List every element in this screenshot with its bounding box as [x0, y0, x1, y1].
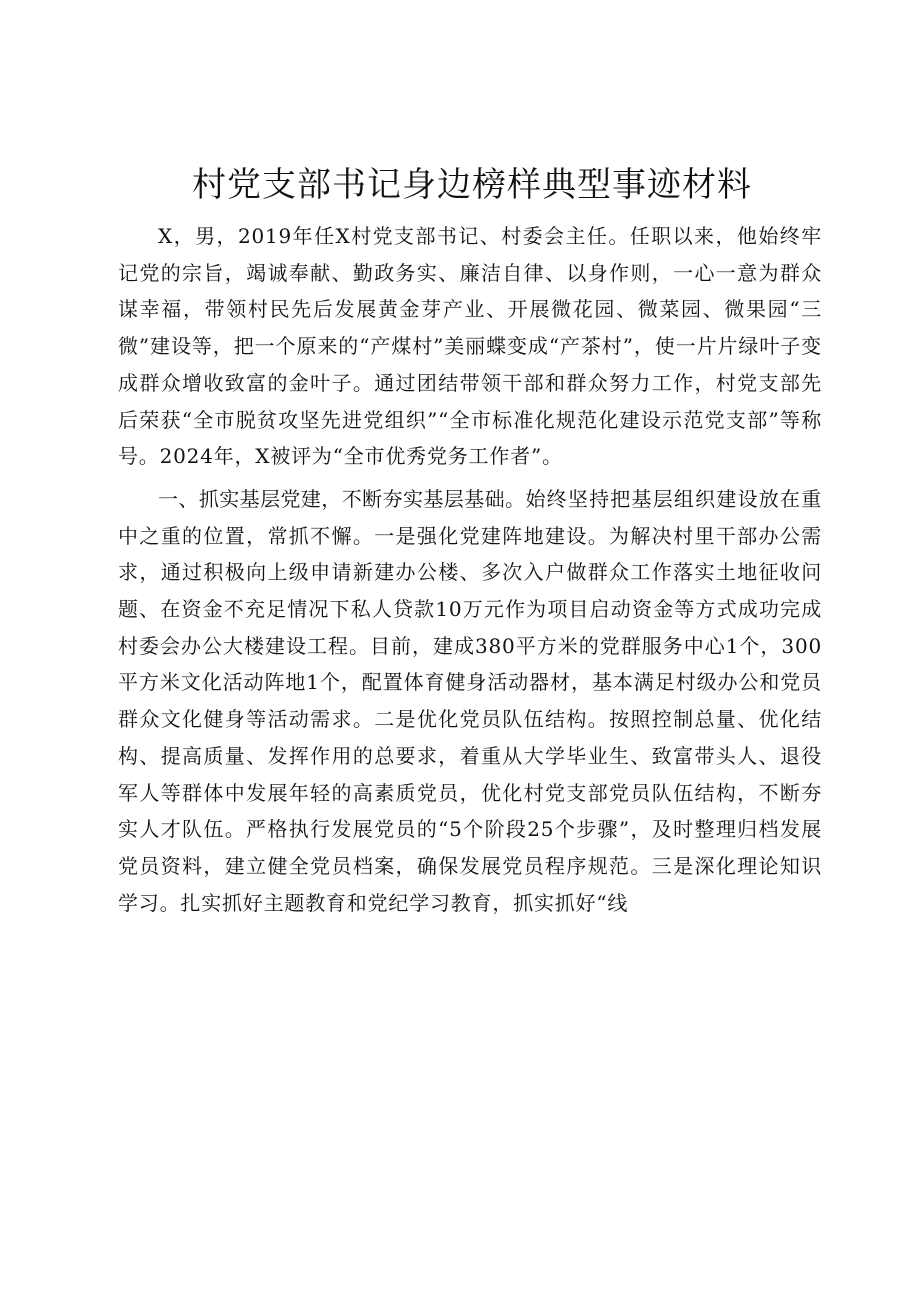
document-title: 村党支部书记身边榜样典型事迹材料 [192, 165, 752, 205]
section-one-text: 始终坚持把基层组织建设放在重中之重的位置，常抓不懈。一是强化党建阵地建设。为解决村里干部办公需求，通过积极向上级申请新建办公楼、多次入户做群众工作落实土地征收问题、在资金不充足情况下私人贷款10万元作为项目启动资金等方式成功完成村委会办公大楼建设工程。目前，建成380平方米的党群服务中心1个，300平方米文化活动阵地1个，配置体育健身活动器材，基本满足村级办公和党员群众文化健身等活动需求。二是优化党员队伍结构。按照控制总量、优化结构、提高质量、发挥作用的总要求，着重从大学毕业生、致富带头人、退役军人等群体中发展年轻的高素质党员，优化村党支部党员队伍结构，不断夯实人才队伍。严格执行发展党员的“5个阶段25个步骤”，及时整理归档发展党员资料，建立健全党员档案，确保发展党员程序规范。三是深化理论知识学习。扎实抓好主题教育和党纪学习教育，抓实抓好“线 [118, 486, 823, 915]
section-one-heading: 一、抓实基层党建，不断夯实基层基础。 [158, 486, 526, 511]
intro-paragraph [118, 218, 822, 475]
intro-paragraph-text: X，男，2019年任X村党支部书记、村委会主任。任职以来，他始终牢记党的宗旨，竭诚奉献、勤政务实、廉洁自律、以身作则，一心一意为群众谋幸福，带领村民先后发展黄金芽产业、开展微花园、微菜园、微果园“三微”建设等，把一个原来的“产煤村”美丽蝶变成“产茶村”，使一片片绿叶子变成群众增收致富的金叶子。通过团结带领干部和群众努力工作，村党支部先后荣获“全市脱贫攻坚先进党组织”“全市标准化规范化建设示范党支部”等称号。2024年，X被评为“全市优秀党务工作者”。 [118, 224, 822, 469]
section-one-paragraph [118, 481, 822, 921]
